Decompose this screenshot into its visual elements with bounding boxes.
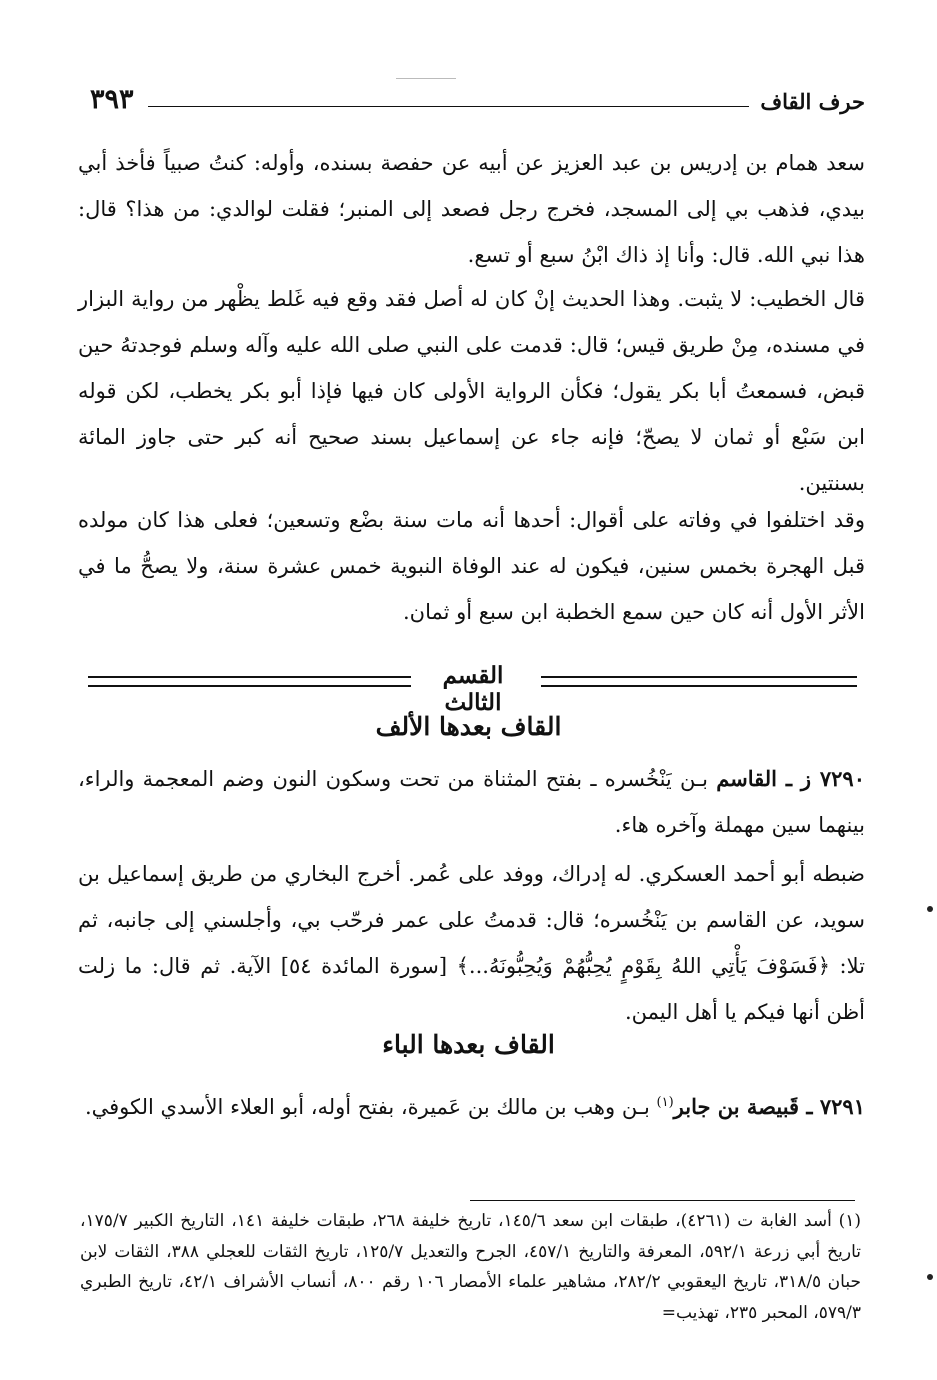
section-rule-right — [541, 676, 857, 687]
scan-speck — [927, 1274, 933, 1280]
scan-speck — [927, 906, 933, 912]
entry-7291-heading: ٧٢٩١ ـ قَبيصة بن جابر — [673, 1094, 865, 1119]
footnote-rule — [470, 1200, 855, 1201]
section-title: القسم الثالث — [442, 662, 504, 716]
paragraph-2: قال الخطيب: لا يثبت. وهذا الحديث إنْ كان له أصل فقد وقع فيه غَلط يظْهر من رواية البزار في مسنده، مِنْ طريق قيس؛ قال: قدمت على النبي صلى الله عليه وآله وسلم فوجدتهُ حين قبض، فسمعتُ أبا بكر يقول؛ فكأن الرواية الأولى كان فيها فإذا أبو بكر يخطب، لكن قوله ابن سَبْع أو ثمان لا يصحّ؛ فإنه جاء عن إسماعيل بسند صحيح أنه كبر حتى جاوز المائة بسنتين. — [78, 287, 865, 495]
page-number: ٣٩٣ — [90, 84, 134, 115]
footnote-ref: (١) — [656, 1095, 674, 1110]
page-header — [90, 82, 865, 122]
entry-7291-text: بـن وهب بن مالك بن عَميرة، بفتح أوله، أبو العلاء الأسدي الكوفي. — [84, 1095, 657, 1119]
section-divider — [88, 662, 857, 716]
paragraph-3: وقد اختلفوا في وفاته على أقوال: أحدها أنه مات سنة بضْع وتسعين؛ فعلى هذا كان مولده قبل الهجرة بخمس سنين، فيكون له عند الوفاة النبوية خمس عشرة سنة، ولا يصحُّ ما في الأثر الأول أنه كان حين سمع الخطبة ابن سبع أو ثمان. — [78, 508, 865, 624]
subheading-alif: القاف بعدها الألف — [375, 712, 562, 741]
entry-7290-text: بـن يَنْخُسره ـ بفتح المثناة من تحت وسكون النون وضم المعجمة والراء، بينهما سين مهملة وآخره هاء. — [78, 767, 865, 837]
header-rule — [148, 106, 749, 107]
entry-7290-heading: ٧٢٩٠ ز ـ القاسم — [716, 766, 865, 791]
section-rule-left — [88, 676, 411, 687]
subheading-ba: القاف بعدها الباء — [382, 1030, 555, 1059]
entry-7290 — [78, 756, 865, 848]
running-head: حرف القاف — [760, 89, 865, 114]
footnote-1: (١) أسد الغابة ت (٤٢٦١)، طبقات ابن سعد ١٤٥/٦، تاريخ خليفة ٢٦٨، طبقات خليفة ١٤١، التاريخ الكبير ١٧٥/٧، تاريخ أبي زرعة ٥٩٢/١، المعرفة والتاريخ ٤٥٧/١، الجرح والتعديل ١٢٥/٧، تاريخ الثقات للعجلي ٣٨٨، الثقات لابن حبان ٣١٨/٥، تاريخ اليعقوبي ٢٨٢/٢، مشاهير علماء الأمصار ١٠٦ رقم ٨٠٠، أنساب الأشراف ٤٢/١، تاريخ الطبري ٥٧٩/٣، المحبر ٢٣٥، تهذيب= — [80, 1211, 862, 1323]
crop-mark — [396, 78, 456, 79]
paragraph-1: سعد همام بن إدريس بن عبد العزيز عن أبيه عن حفصة بسنده، وأوله: كنتُ صبياً فأخذ أبي بيدي، فذهب بي إلى المسجد، فخرج رجل فصعد إلى المنبر؛ فقلت لوالدي: من هذا؟ قال: هذا نبي الله. قال: وأنا إذ ذاك ابْنُ سبع أو تسع. — [78, 151, 865, 267]
entry-7291 — [78, 1080, 865, 1130]
entry-7290-detail: ضبطه أبو أحمد العسكري. له إدراك، ووفد على عُمر. أخرج البخاري من طريق إسماعيل بن سويد، عن القاسم بن يَنْخُسره؛ قال: قدمتُ على عمر فرحّب بي، وأجلسني إلى جانبه، ثم تلا: ﴿فَسَوْفَ يَأْتِي اللهُ بِقَوْمٍ يُحِبُّهُمْ وَيُحِبُّونَهُ...﴾ [سورة المائدة ٥٤] الآية. ثم قال: ما زلت أظن أنها فيكم يا أهل اليمن. — [78, 862, 865, 1024]
